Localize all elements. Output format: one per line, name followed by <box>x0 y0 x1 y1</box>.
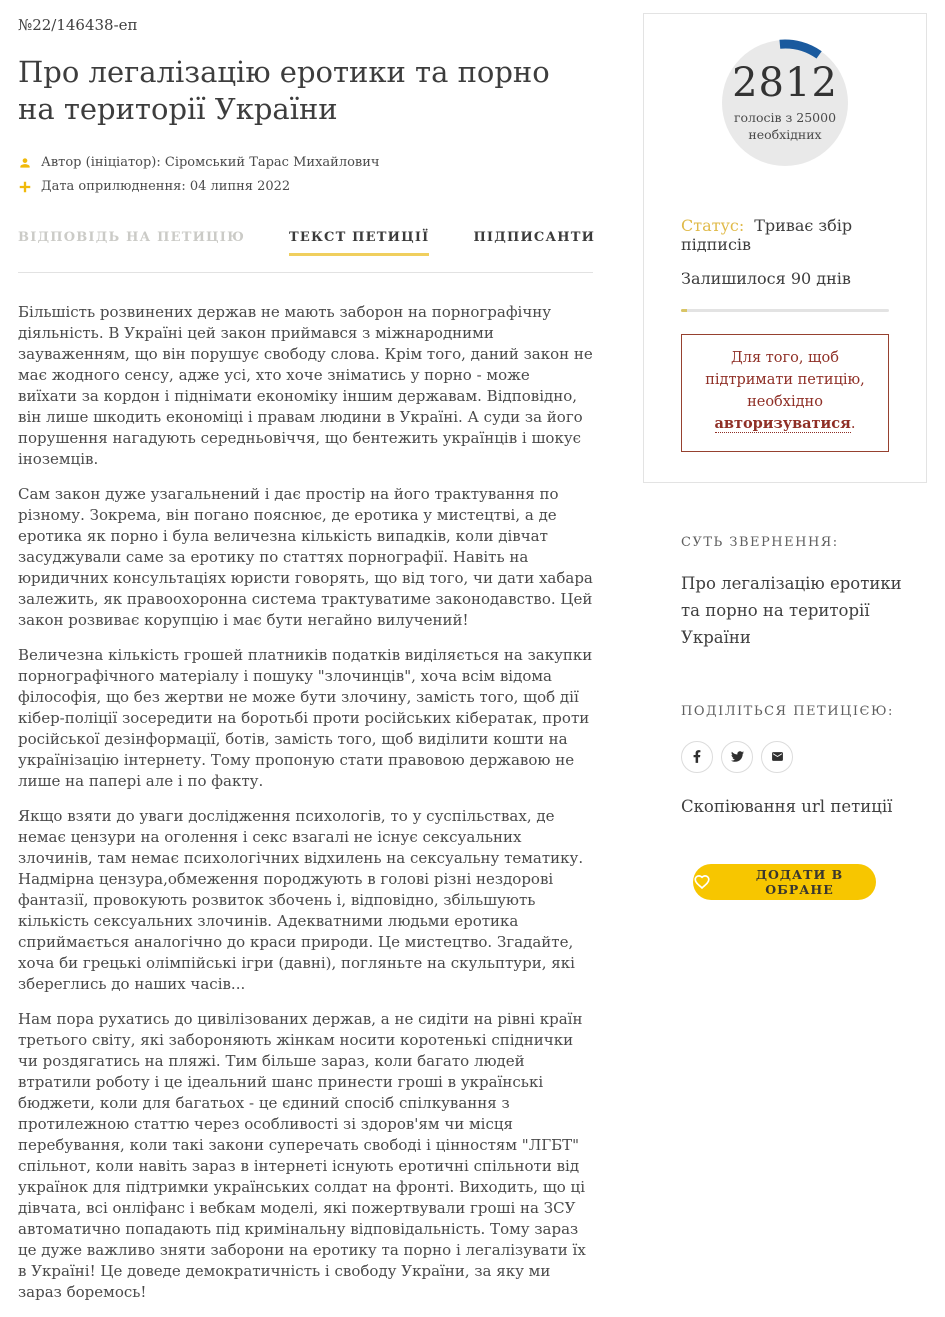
author-label: Автор (ініціатор): Сіромський Тарас Михайлович <box>41 155 380 171</box>
votes-gauge <box>718 36 852 170</box>
share-email-button[interactable] <box>761 741 793 773</box>
petition-meta <box>18 155 593 194</box>
add-to-favorites-button[interactable] <box>693 864 876 900</box>
tabs-divider <box>18 272 593 273</box>
petition-text <box>18 302 593 1303</box>
auth-text: Для того, щоб підтримати петицію, необхідно <box>705 350 865 410</box>
petition-number: №22/146438-еп <box>18 16 138 34</box>
petition-paragraph: Якщо взяти до уваги дослідження психологів, то у суспільствах, де немає цензури на оголення і секс взагалі не існує сексуальних злочинів, там немає психологічних відхилень на сексуальну тематику. Надмірна цензура,обмеження породжують в голові різні нездорові фантазії, провокують розвиток збочень і, відповідно, збільшують кількість сексуальних злочинів. Адекватними людьми еротика сприймається аналогічно до краси природи. Це мистецтво. Згадайте, хоча би грецькі олімпійські ігри (давні), погляньте на скульптури, які збереглись до наших часів... <box>18 807 584 994</box>
petition-paragraph: Нам пора рухатись до цивілізованих держав, а не сидіти на рівні країн третього світу, які забороняють жінкам носити коротенькі спіднички чи роздягатись на пляжі. Тим більше зараз, коли багато людей втратили роботу і це ідеальний шанс принести гроші в українські бюджети, коли для багатьох - це єдиний спосіб спілкування з протилежною статтю через особливості зі здоров'ям чи місця перебування, коли такі закони суперечать свободі і цінностям "ЛГБТ" спільнот, коли навіть зараз в інтернеті існують еротичні спільноти від українок для підтримки українських солдат на фронті. Виходить, що ці дівчата, всі онліфанс і вебкам моделі, які пожертвували гроші на ЗСУ автоматично попадають під кримінальну відповідальність. Тому зараз це дуже важливо зняти заборони на еротику та порно і легалізувати їх в Україні! Це доведе демократичність і свободу України, за яку ми зараз боремось! <box>18 1010 586 1302</box>
status-value: Триває збір підписів <box>681 216 853 254</box>
publish-date-label: Дата оприлюднення: 04 липня 2022 <box>41 179 291 195</box>
days-left: Залишилося 90 днів <box>681 269 851 288</box>
tab-response[interactable]: ВІДПОВІДЬ НА ПЕТИЦІЮ <box>18 230 246 246</box>
days-progress-fill <box>681 309 687 312</box>
share-icons <box>681 741 927 773</box>
authorize-link[interactable]: авторизуватися <box>714 415 851 433</box>
author-person-icon <box>18 156 32 170</box>
page-title: Про легалізацію еротики та порно на території України <box>18 55 550 126</box>
votes-count: 2812 <box>732 59 838 106</box>
status-label: Статус: <box>681 216 745 235</box>
auth-suffix: . <box>850 416 856 433</box>
tab-signers[interactable]: ПІДПИСАНТИ <box>473 230 596 246</box>
auth-required-box <box>681 334 889 452</box>
publish-date-plus-icon <box>18 180 32 194</box>
days-progress-bar <box>681 309 889 312</box>
email-icon <box>770 750 785 763</box>
heart-icon <box>693 873 711 890</box>
share-heading: ПОДІЛІТЬСЯ ПЕТИЦІЄЮ: <box>681 703 894 719</box>
essence-text: Про легалізацію еротики та порно на території України <box>681 574 902 648</box>
twitter-icon <box>730 750 745 763</box>
facebook-icon <box>693 749 701 764</box>
support-card <box>643 13 927 483</box>
share-twitter-button[interactable] <box>721 741 753 773</box>
votes-caption: голосів з 25000 необхідних <box>733 109 837 142</box>
add-to-favorites-label: ДОДАТИ В ОБРАНЕ <box>755 866 844 897</box>
petition-paragraph: Сам закон дуже узагальнений і дає простір на його трактування по різному. Зокрема, він погано пояснює, де еротика у мистецтві, а де еротика як порно і була величезна кількість випадків, коли дівчат засуджували саме за еротику по статтях порнографії. Навіть на юридичних консультаціях юристи говорять, що від того, чи дати хабара залежить, як правоохоронна система трактуватиме законодавство. Цей закон розвиває корупцію і має бути негайно вилучений! <box>18 485 593 630</box>
petition-paragraph: Величезна кількість грошей платників податків виділяється на закупки порнографічного матеріалу і пошуку "злочинців", хоча всім відома філософія, що без жертви не може бути злочину, замість того, щоб дії кібер-поліції зосередити на боротьбі проти російських кібератак, проти російської дезінформації, ботів, замість того, щоб виділити кошти на українізацію інтернету. Тому пропоную стати правовою державою не лише на папері але і по факту. <box>18 646 593 791</box>
author-row <box>18 155 593 170</box>
gauge-text <box>718 36 852 170</box>
essence-heading: СУТЬ ЗВЕРНЕННЯ: <box>681 535 839 550</box>
share-facebook-button[interactable] <box>681 741 713 773</box>
copy-url-link[interactable]: Скопіювання url петиції <box>681 796 893 816</box>
sidebar <box>643 0 927 1317</box>
status-row <box>681 216 889 254</box>
publish-date-row <box>18 179 593 194</box>
tab-bar <box>18 230 596 256</box>
sidebar-lower-section <box>643 535 927 900</box>
tab-petition-text[interactable]: ТЕКСТ ПЕТИЦІЇ <box>289 230 429 256</box>
petition-paragraph: Більшість розвинених держав не мають заборон на порнографічну діяльність. В Україні цей закон приймався з міжнародними зауваженням, що він порушує свободу слова. Крім того, даний закон не має жодного сенсу, адже усі, хто хоче зніматись у порно - може виїхати за кордон і піднімати економіку іншим державам. Відповідно, він лише шкодить економіці і правам людини в Україні. А суди за його порушення нагадують середньовіччя, що бентежить українців і шокує іноземців. <box>18 303 593 469</box>
main-column <box>18 0 596 1317</box>
